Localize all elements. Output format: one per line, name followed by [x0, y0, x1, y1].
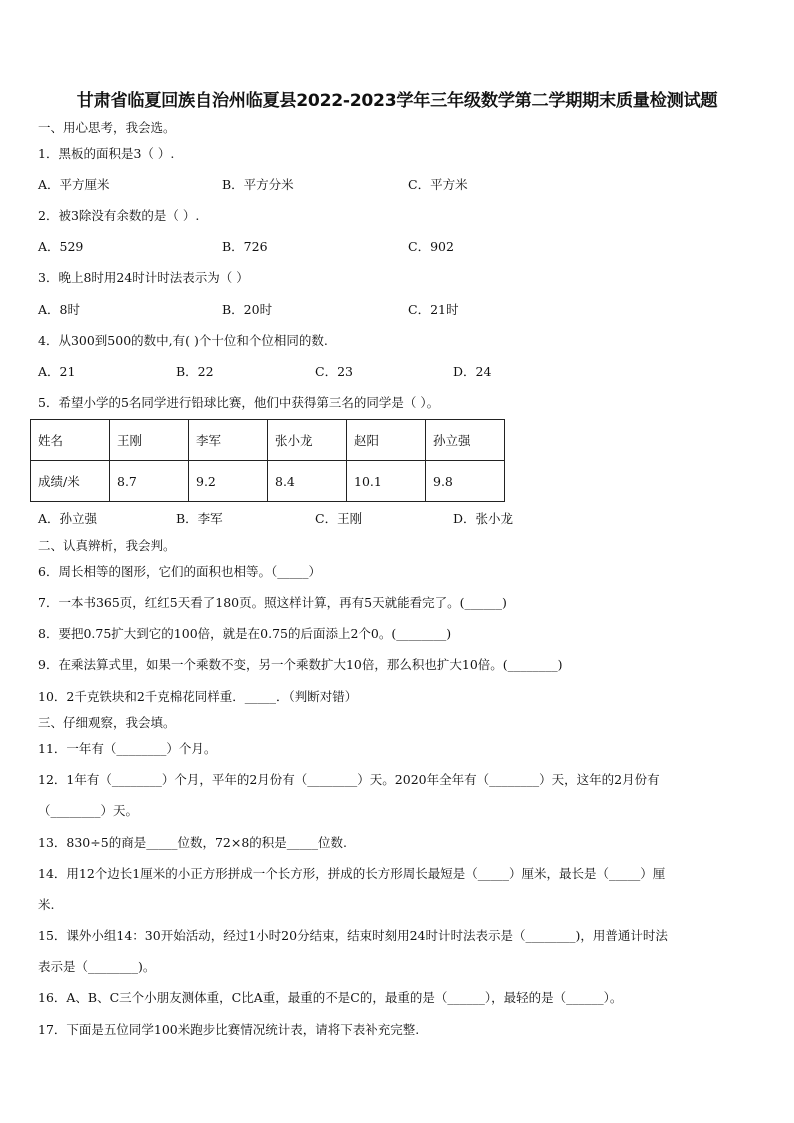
- q2-option-c: C．902: [408, 239, 454, 254]
- page-title: 甘肃省临夏回族自治州临夏县2022-2023学年三年级数学第二学期期末质量检测试题: [76, 91, 718, 111]
- table-cell: 10.1: [347, 461, 426, 502]
- question-9: 9．在乘法算式里，如果一个乘数不变，另一个乘数扩大10倍，那么积也扩大10倍。(________): [38, 657, 563, 672]
- question-4: 4．从300到500的数中,有( )个十位和个位相同的数.: [38, 333, 328, 348]
- q1-option-b: B．平方分米: [222, 177, 294, 192]
- table-cell: 张小龙: [268, 420, 347, 461]
- q5-option-a: A．孙立强: [38, 511, 98, 526]
- q1-option-a: A．平方厘米: [38, 177, 110, 192]
- question-14-cont: 米.: [38, 897, 55, 912]
- question-15: 15．课外小组14：30开始活动，经过1小时20分结束，结束时刻用24时计时法表示是（________)，用普通计时法: [38, 928, 668, 943]
- question-7: 7．一本书365页，红红5天看了180页。照这样计算，再有5天就能看完了。(______): [38, 595, 507, 610]
- table-cell: 9.2: [189, 461, 268, 502]
- question-1: 1．黑板的面积是3（ ）.: [38, 146, 175, 161]
- section-heading-fill: 三、仔细观察，我会填。: [38, 715, 176, 730]
- q5-option-c: C．王刚: [315, 511, 363, 526]
- section-heading-choice: 一、用心思考，我会选。: [38, 120, 176, 135]
- table-cell: 8.4: [268, 461, 347, 502]
- question-12-cont: （________）天。: [38, 803, 139, 818]
- table-cell: 9.8: [426, 461, 505, 502]
- q3-option-a: A．8时: [38, 302, 80, 317]
- question-14: 14．用12个边长1厘米的小正方形拼成一个长方形，拼成的长方形周长最短是（_____）厘米，最长是（_____）厘: [38, 866, 666, 881]
- score-table: [30, 419, 505, 502]
- q2-option-b: B．726: [222, 239, 268, 254]
- question-15-cont: 表示是（________)。: [38, 959, 156, 974]
- question-13: 13．830÷5的商是_____位数，72×8的积是_____位数.: [38, 835, 347, 850]
- table-row: [31, 461, 505, 502]
- table-cell: 王刚: [110, 420, 189, 461]
- question-16: 16．A、B、C三个小朋友测体重，C比A重，最重的不是C的，最重的是（______），最轻的是（______）。: [38, 990, 623, 1005]
- table-cell: 李军: [189, 420, 268, 461]
- section-heading-judge: 二、认真辨析，我会判。: [38, 538, 176, 553]
- question-6: 6．周长相等的图形，它们的面积也相等。（_____）: [38, 564, 321, 579]
- question-17: 17．下面是五位同学100米跑步比赛情况统计表，请将下表补充完整.: [38, 1022, 420, 1037]
- q3-option-b: B．20时: [222, 302, 273, 317]
- q4-option-b: B．22: [176, 364, 214, 379]
- table-cell: 8.7: [110, 461, 189, 502]
- question-10: 10．2千克铁块和2千克棉花同样重．_____．（判断对错）: [38, 689, 358, 704]
- q3-option-c: C．21时: [408, 302, 459, 317]
- question-12: 12．1年有（________）个月，平年的2月份有（________）天。2020年全年有（________）天，这年的2月份有: [38, 772, 660, 787]
- q4-option-a: A．21: [38, 364, 76, 379]
- q4-option-d: D．24: [453, 364, 492, 379]
- table-cell: 姓名: [31, 420, 110, 461]
- q5-option-b: B．李军: [176, 511, 223, 526]
- question-3: 3．晚上8时用24时计时法表示为（ ）: [38, 270, 249, 285]
- question-11: 11．一年有（________）个月。: [38, 741, 217, 756]
- question-5: 5．希望小学的5名同学进行铅球比赛，他们中获得第三名的同学是（ ）。: [38, 395, 440, 410]
- table-cell: 孙立强: [426, 420, 505, 461]
- table-cell: 成绩/米: [31, 461, 110, 502]
- table-row: [31, 420, 505, 461]
- q1-option-c: C．平方米: [408, 177, 468, 192]
- q5-option-d: D．张小龙: [453, 511, 514, 526]
- table-cell: 赵阳: [347, 420, 426, 461]
- q4-option-c: C．23: [315, 364, 353, 379]
- question-2: 2．被3除没有余数的是（ ）.: [38, 208, 200, 223]
- question-8: 8．要把0.75扩大到它的100倍，就是在0.75的后面添上2个0。(________): [38, 626, 452, 641]
- q2-option-a: A．529: [38, 239, 84, 254]
